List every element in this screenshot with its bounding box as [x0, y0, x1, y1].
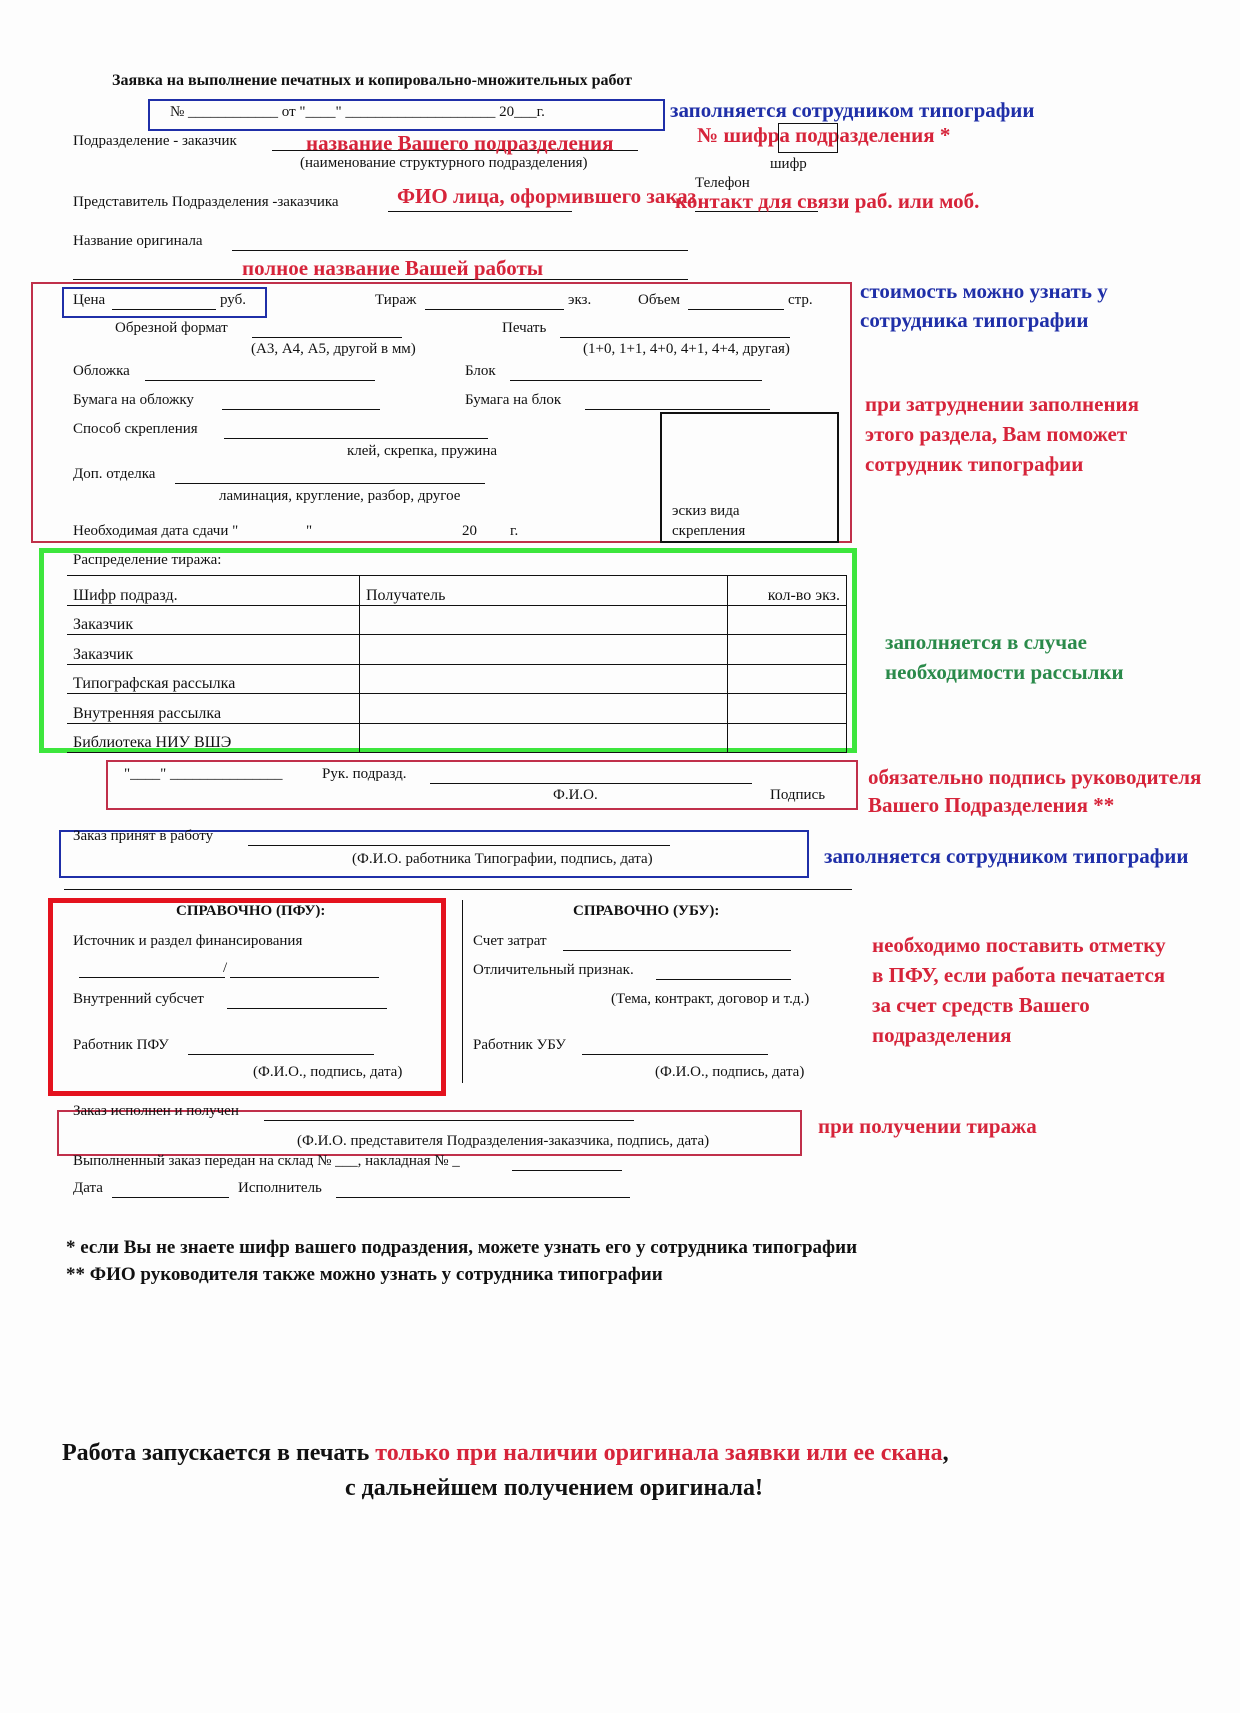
date-quote: " — [306, 523, 313, 539]
original-hint: полное название Вашей работы — [242, 256, 544, 280]
ubu-feature-field[interactable] — [656, 979, 791, 980]
format-label: Обрезной формат — [115, 320, 228, 336]
ubu-account-field[interactable] — [563, 950, 791, 951]
footer-part-2: только при наличии оригинала заявки или ее скана — [375, 1440, 943, 1466]
ubu-feature-hint: (Тема, контракт, договор и т.д.) — [611, 991, 810, 1007]
form-title: Заявка на выполнение печатных и копировально-множительных работ — [112, 72, 632, 89]
code-note: № шифра подразделения * — [697, 123, 951, 147]
table-row — [67, 635, 847, 665]
completed-label: Заказ исполнен и получен — [73, 1103, 239, 1119]
row-qty[interactable] — [728, 664, 847, 694]
cover-paper-field[interactable] — [222, 409, 380, 410]
head-sign-fio: Ф.И.О. — [553, 787, 598, 803]
code-box[interactable] — [778, 123, 838, 153]
help-note-2: этого раздела, Вам поможет — [865, 422, 1128, 446]
ubu-feature-label: Отличительный признак. — [473, 962, 634, 978]
header-recipient: Получатель — [360, 576, 728, 606]
help-note-1: при затруднении заполнения — [865, 392, 1140, 416]
run-unit: экз. — [568, 292, 592, 308]
ubu-worker-field[interactable] — [582, 1054, 768, 1055]
footer-line-2: с дальнейшем получением оригинала! — [345, 1475, 763, 1501]
department-sublabel: (наименование структурного подразделения) — [300, 155, 588, 171]
format-field[interactable] — [252, 337, 402, 338]
table-row — [67, 723, 847, 753]
pfu-source-label: Источник и раздел финансирования — [73, 933, 303, 949]
volume-label: Объем — [638, 292, 680, 308]
pfu-subaccount-label: Внутренний субсчет — [73, 991, 204, 1007]
header-code: Шифр подразд. — [67, 576, 360, 606]
pfu-slash: / — [223, 960, 228, 976]
row-recipient[interactable] — [360, 664, 728, 694]
cover-field[interactable] — [145, 380, 375, 381]
footnote-2: ** ФИО руководителя также можно узнать у сотрудника типографии — [66, 1264, 663, 1285]
original-label: Название оригинала — [73, 233, 203, 249]
row-code: Заказчик — [67, 605, 360, 635]
head-sign-label: Рук. подразд. — [322, 766, 407, 782]
row-code: Библиотека НИУ ВШЭ — [67, 723, 360, 753]
block-paper-label: Бумага на блок — [465, 392, 562, 408]
finish-field[interactable] — [175, 483, 485, 484]
pfu-source-field-2[interactable] — [230, 977, 379, 978]
head-sign-field[interactable] — [430, 783, 752, 784]
dist-note-2: необходимости рассылки — [885, 660, 1124, 684]
pfu-note-4: подразделения — [872, 1023, 1012, 1047]
price-note-2: сотрудника типографии — [860, 308, 1089, 332]
price-field[interactable] — [112, 309, 216, 310]
sketch-label-1: эскиз вида — [672, 503, 740, 519]
pfu-note-3: за счет средств Вашего — [872, 993, 1090, 1017]
distribution-label: Распределение тиража: — [73, 552, 222, 568]
distribution-table — [67, 575, 847, 753]
sign-note-1: обязательно подпись руководителя — [868, 765, 1202, 789]
receive-note: при получении тиража — [818, 1114, 1037, 1138]
footer-part-1: Работа запускается в печать — [62, 1440, 376, 1466]
row-qty[interactable] — [728, 635, 847, 665]
pfu-subaccount-field[interactable] — [227, 1008, 387, 1009]
finish-hint: ламинация, кругление, разбор, другое — [219, 488, 461, 504]
ubu-worker-label: Работник УБУ — [473, 1037, 566, 1053]
finish-label: Доп. отделка — [73, 466, 156, 482]
representative-label: Представитель Подразделения -заказчика — [73, 194, 339, 210]
row-recipient[interactable] — [360, 605, 728, 635]
header-qty: кол-во экз. — [728, 576, 847, 606]
footer-line-1 — [62, 1440, 949, 1467]
block-label: Блок — [465, 363, 496, 379]
department-label: Подразделение - заказчик — [73, 133, 237, 149]
price-label: Цена — [73, 292, 106, 308]
note-staff-fill: заполняется сотрудником типографии — [670, 98, 1035, 122]
date-field[interactable] — [112, 1197, 229, 1198]
volume-unit: стр. — [788, 292, 813, 308]
dist-note-1: заполняется в случае — [885, 630, 1087, 654]
warehouse-label: Выполненный заказ передан на склад № ___, накладная № _ — [73, 1153, 460, 1169]
head-sign-signature: Подпись — [770, 787, 826, 803]
price-unit: руб. — [220, 292, 246, 308]
department-hint: название Вашего подразделения — [306, 131, 614, 155]
warehouse-field[interactable] — [512, 1170, 622, 1171]
section-divider — [462, 900, 463, 1083]
block-field[interactable] — [510, 380, 762, 381]
pfu-worker-label: Работник ПФУ — [73, 1037, 169, 1053]
footer-part-3: , — [942, 1440, 949, 1466]
accepted-label: Заказ принят в работу — [73, 828, 214, 844]
pfu-worker-field[interactable] — [188, 1054, 374, 1055]
executor-field[interactable] — [336, 1197, 630, 1198]
executor-label: Исполнитель — [238, 1180, 322, 1196]
row-recipient[interactable] — [360, 635, 728, 665]
ubu-worker-hint: (Ф.И.О., подпись, дата) — [655, 1064, 805, 1080]
price-note-1: стоимость можно узнать у — [860, 279, 1108, 303]
row-code: Внутренняя рассылка — [67, 694, 360, 724]
date-label: Необходимая дата сдачи " — [73, 523, 239, 539]
ubu-account-label: Счет затрат — [473, 933, 547, 949]
order-number-line[interactable]: № ____________ от "____" ____________________ 20___г. — [170, 104, 545, 120]
pfu-title: СПРАВОЧНО (ПФУ): — [176, 903, 326, 919]
head-sign-date[interactable]: "____" _______________ — [124, 766, 283, 782]
accepted-hint: (Ф.И.О. работника Типографии, подпись, дата) — [352, 851, 653, 867]
accept-note: заполняется сотрудником типографии — [824, 844, 1189, 868]
date-label-2: Дата — [73, 1180, 103, 1196]
accepted-field[interactable] — [248, 845, 670, 846]
print-field[interactable] — [560, 337, 790, 338]
help-note-3: сотрудник типографии — [865, 452, 1084, 476]
row-code: Заказчик — [67, 635, 360, 665]
row-qty[interactable] — [728, 694, 847, 724]
completed-field[interactable] — [264, 1120, 634, 1121]
block-paper-field[interactable] — [585, 409, 770, 410]
table-row — [67, 605, 847, 635]
binding-hint: клей, скрепка, пружина — [347, 443, 498, 459]
cover-paper-label: Бумага на обложку — [73, 392, 194, 408]
row-qty[interactable] — [728, 605, 847, 635]
binding-label: Способ скрепления — [73, 421, 198, 437]
row-qty[interactable] — [728, 723, 847, 753]
completed-hint: (Ф.И.О. представителя Подразделения-заказчика, подпись, дата) — [297, 1133, 710, 1149]
binding-field[interactable] — [224, 438, 488, 439]
pfu-note-2: в ПФУ, если работа печатается — [872, 963, 1166, 987]
row-code: Типографская рассылка — [67, 664, 360, 694]
sign-note-2: Вашего Подразделения ** — [868, 793, 1115, 817]
sketch-label-2: скрепления — [672, 523, 746, 539]
row-recipient[interactable] — [360, 723, 728, 753]
pfu-note-1: необходимо поставить отметку — [872, 933, 1166, 957]
code-label: шифр — [770, 156, 807, 172]
date-g: г. — [510, 523, 519, 539]
representative-hint: ФИО лица, оформившего заказ — [397, 184, 697, 208]
pfu-source-field-1[interactable] — [79, 977, 225, 978]
cover-label: Обложка — [73, 363, 130, 379]
date-year: 20 — [462, 523, 477, 539]
volume-field[interactable] — [688, 309, 784, 310]
ubu-title: СПРАВОЧНО (УБУ): — [573, 903, 720, 919]
table-row — [67, 694, 847, 724]
run-field[interactable] — [425, 309, 564, 310]
phone-label: Телефон — [695, 175, 750, 191]
footnote-1: * если Вы не знаете шифр вашего подраздения, можете узнать его у сотрудника типографии — [66, 1237, 858, 1258]
format-hint: (А3, А4, А5, другой в мм) — [251, 341, 416, 357]
run-label: Тираж — [375, 292, 417, 308]
row-recipient[interactable] — [360, 694, 728, 724]
pfu-worker-hint: (Ф.И.О., подпись, дата) — [253, 1064, 403, 1080]
print-hint: (1+0, 1+1, 4+0, 4+1, 4+4, другая) — [583, 341, 790, 357]
contact-hint: контакт для связи раб. или моб. — [675, 189, 980, 213]
table-row — [67, 664, 847, 694]
print-label: Печать — [502, 320, 547, 336]
